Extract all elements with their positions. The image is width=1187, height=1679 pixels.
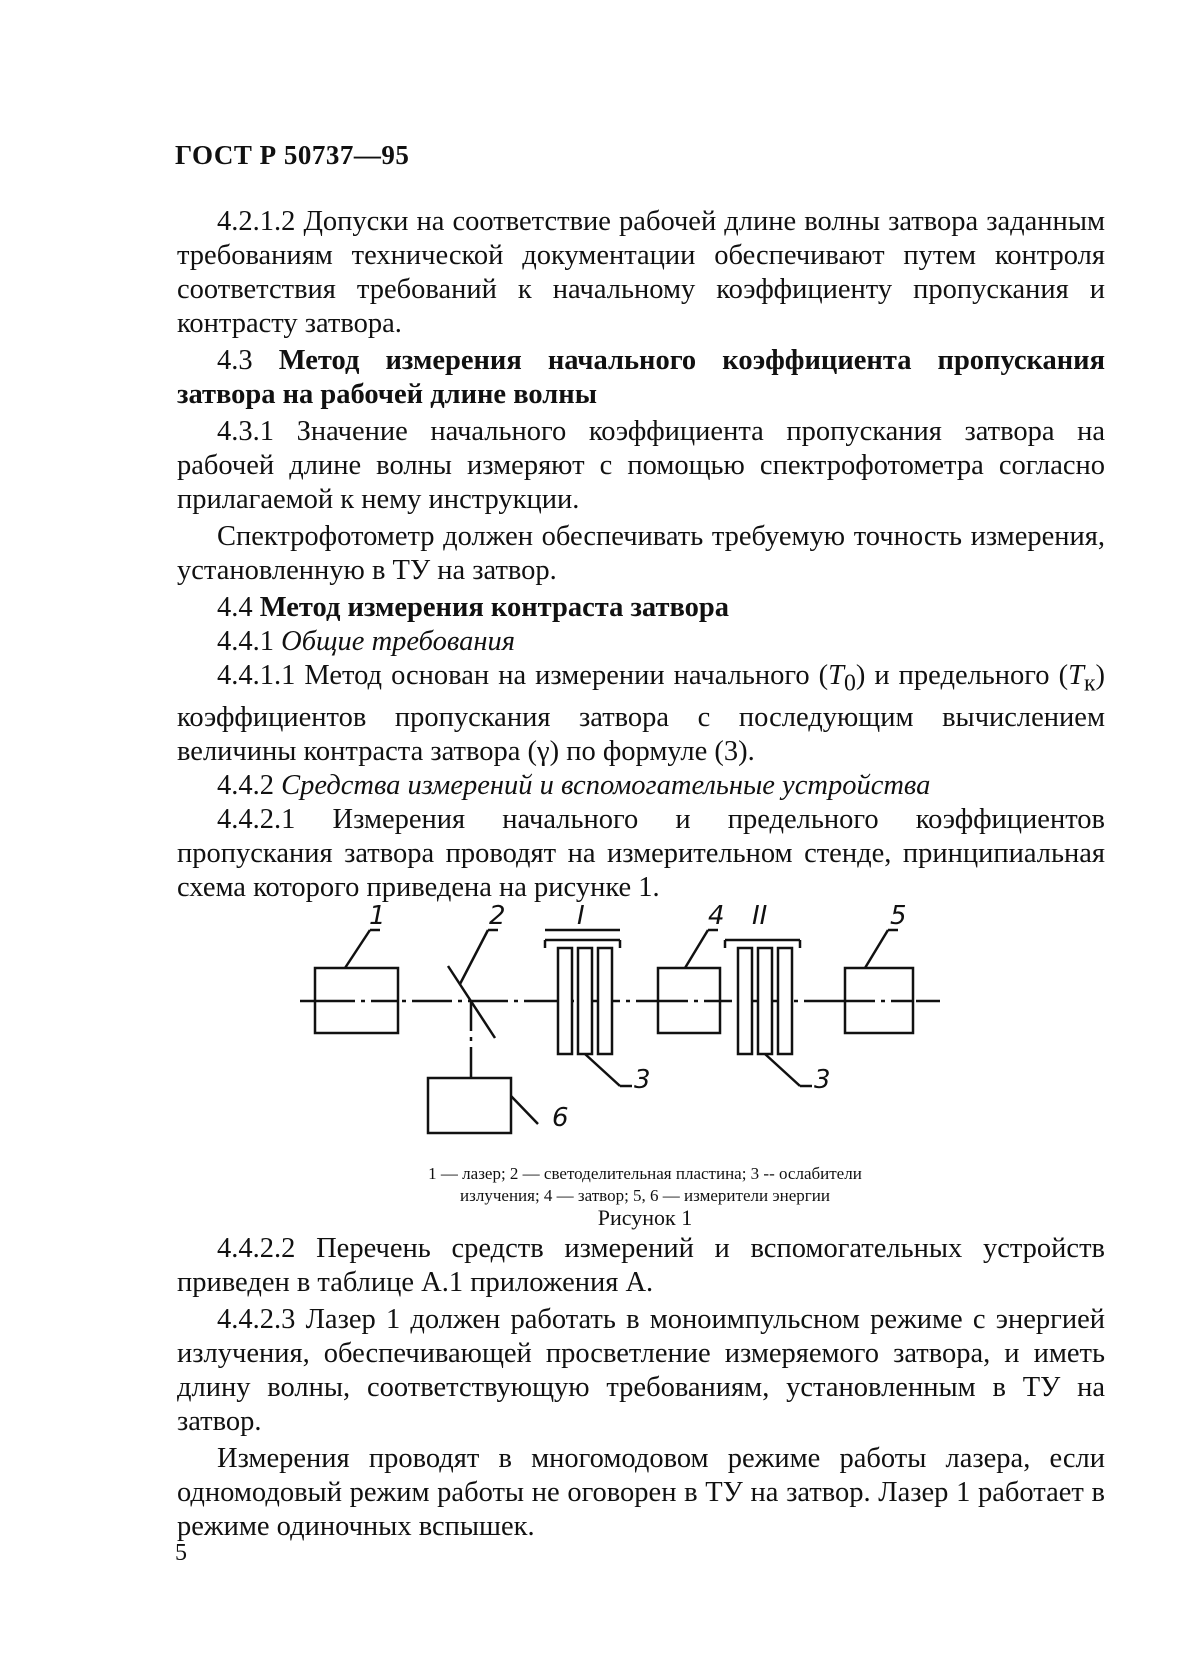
attenuator-plate [758,948,772,1054]
subsection-heading-4-4-2 [177,769,1105,803]
reference-number: 1 [385,1304,401,1335]
subsection-number: 4.4.1 [217,626,274,657]
section-heading-4-3 [177,344,1105,412]
reference-number: 1 [956,1477,971,1508]
energy-meter-6-box [428,1078,511,1133]
label-5: 5 [890,901,907,931]
label-3a: 3 [634,1065,651,1095]
leader-line-3 [585,1054,620,1086]
label-2: 2 [489,901,506,931]
paragraph-4-4-2-2: 4.4.2.2 Перечень средств измерений и вспомогательных устройств приведен в таблице А.1 приложения А. [177,1233,1105,1298]
label-6: 6 [552,1103,569,1133]
label-1: 1 [369,901,386,931]
document-header: ГОСТ Р 50737—95 [175,140,410,170]
label-3b: 3 [814,1065,831,1095]
text-run: 4.4.1.1 Метод основан на измерении начального ( [217,660,829,691]
body-text-bottom [177,1232,1105,1544]
section-title: Метод измерения начального коэффициента пропускания затвора на рабочей длине волны [177,345,1106,410]
attenuator-plate [598,948,612,1054]
label-I: I [577,901,585,931]
subsection-heading-4-4-1 [177,625,1105,659]
body-text-top [177,205,1105,905]
paragraph-spectrophotometer: Спектрофотометр должен обеспечивать требуемую точность измерения, установленную в ТУ на затвор. [177,521,1105,586]
text-run: 4.4.2.3 Лазер [217,1304,386,1335]
text-run: должен работать в моноимпульсном режиме с энергией излучения, обеспечивающей просветление измеряемого затвора, и иметь длину волны, соответствующую требованиям, установленным в ТУ на затвор. [177,1304,1106,1437]
attenuator-plate [778,948,792,1054]
paragraph-4-3-1: 4.3.1 Значение начального коэффициента пропускания затвора на рабочей длине волны измеряют с помощью спектрофотометра согласно прилагаемой к нему инструкции. [177,416,1105,515]
paragraph-4-4-2-3 [177,1303,1105,1439]
measurement-stand-diagram [290,888,950,1138]
subsection-title: Общие требования [281,626,515,657]
leader-line-6 [511,1096,538,1124]
page-number: 5 [175,1540,187,1566]
leader-line-2 [460,930,488,984]
label-II: II [752,901,768,931]
paragraph-multimode [177,1442,1105,1544]
symbol-t: T [828,660,844,691]
subsection-title: Средства измерений и вспомогательные устройства [281,769,931,801]
figure-caption [380,1163,910,1207]
attenuator-plate [578,948,592,1054]
attenuator-plate [558,948,572,1054]
paragraph-4-4-1-1 [177,659,1105,769]
text-run: ) коэффициентов пропускания затвора с последующим вычислением величины контраста затвора (γ) по формуле (3). [177,660,1105,767]
caption-line: 1 — лазер; 2 — светоделительная пластина; 3 -- ослабители [428,1164,862,1183]
section-number: 4.3 [217,345,253,376]
leader-line-4 [685,930,708,968]
leader-line-1 [345,930,370,968]
text-run: Измерения проводят в многомодовом режиме работы лазера, если одномодовый режим работы не оговорен в ТУ на затвор. Лазер [177,1443,1105,1508]
section-number: 4.4 [217,592,253,623]
subsection-number: 4.4.2 [217,769,274,801]
caption-line: излучения; 4 — затвор; 5, 6 — измерители энергии [460,1186,830,1205]
paragraph-4-4-2-1: 4.4.2.1 Измерения начального и предельного коэффициентов пропускания затвора проводят на измерительном стенде, принципиальная схема которого приведена на рисунке 1. [177,803,1105,903]
subscript: к [1083,670,1096,697]
text-run: работает в режиме одиночных вспышек. [177,1477,1105,1542]
section-heading-4-4 [177,591,1105,625]
leader-line-3b [765,1054,800,1086]
figure-title: Рисунок 1 [597,1205,693,1230]
subscript: 0 [843,670,856,697]
text-run: ) и предельного ( [855,660,1069,691]
paragraph-4-2-1-2: 4.2.1.2 Допуски на соответствие рабочей длине волны затвора заданным требованиям технической документации обеспечивают путем контроля соответствия требований к начальному коэффициенту пропускания и контрасту затвора. [177,206,1105,339]
leader-line-5 [865,930,888,968]
symbol-t: T [1068,660,1084,691]
section-title: Метод измерения контраста затвора [259,592,729,623]
attenuator-plate [738,948,752,1054]
label-4: 4 [708,901,725,931]
